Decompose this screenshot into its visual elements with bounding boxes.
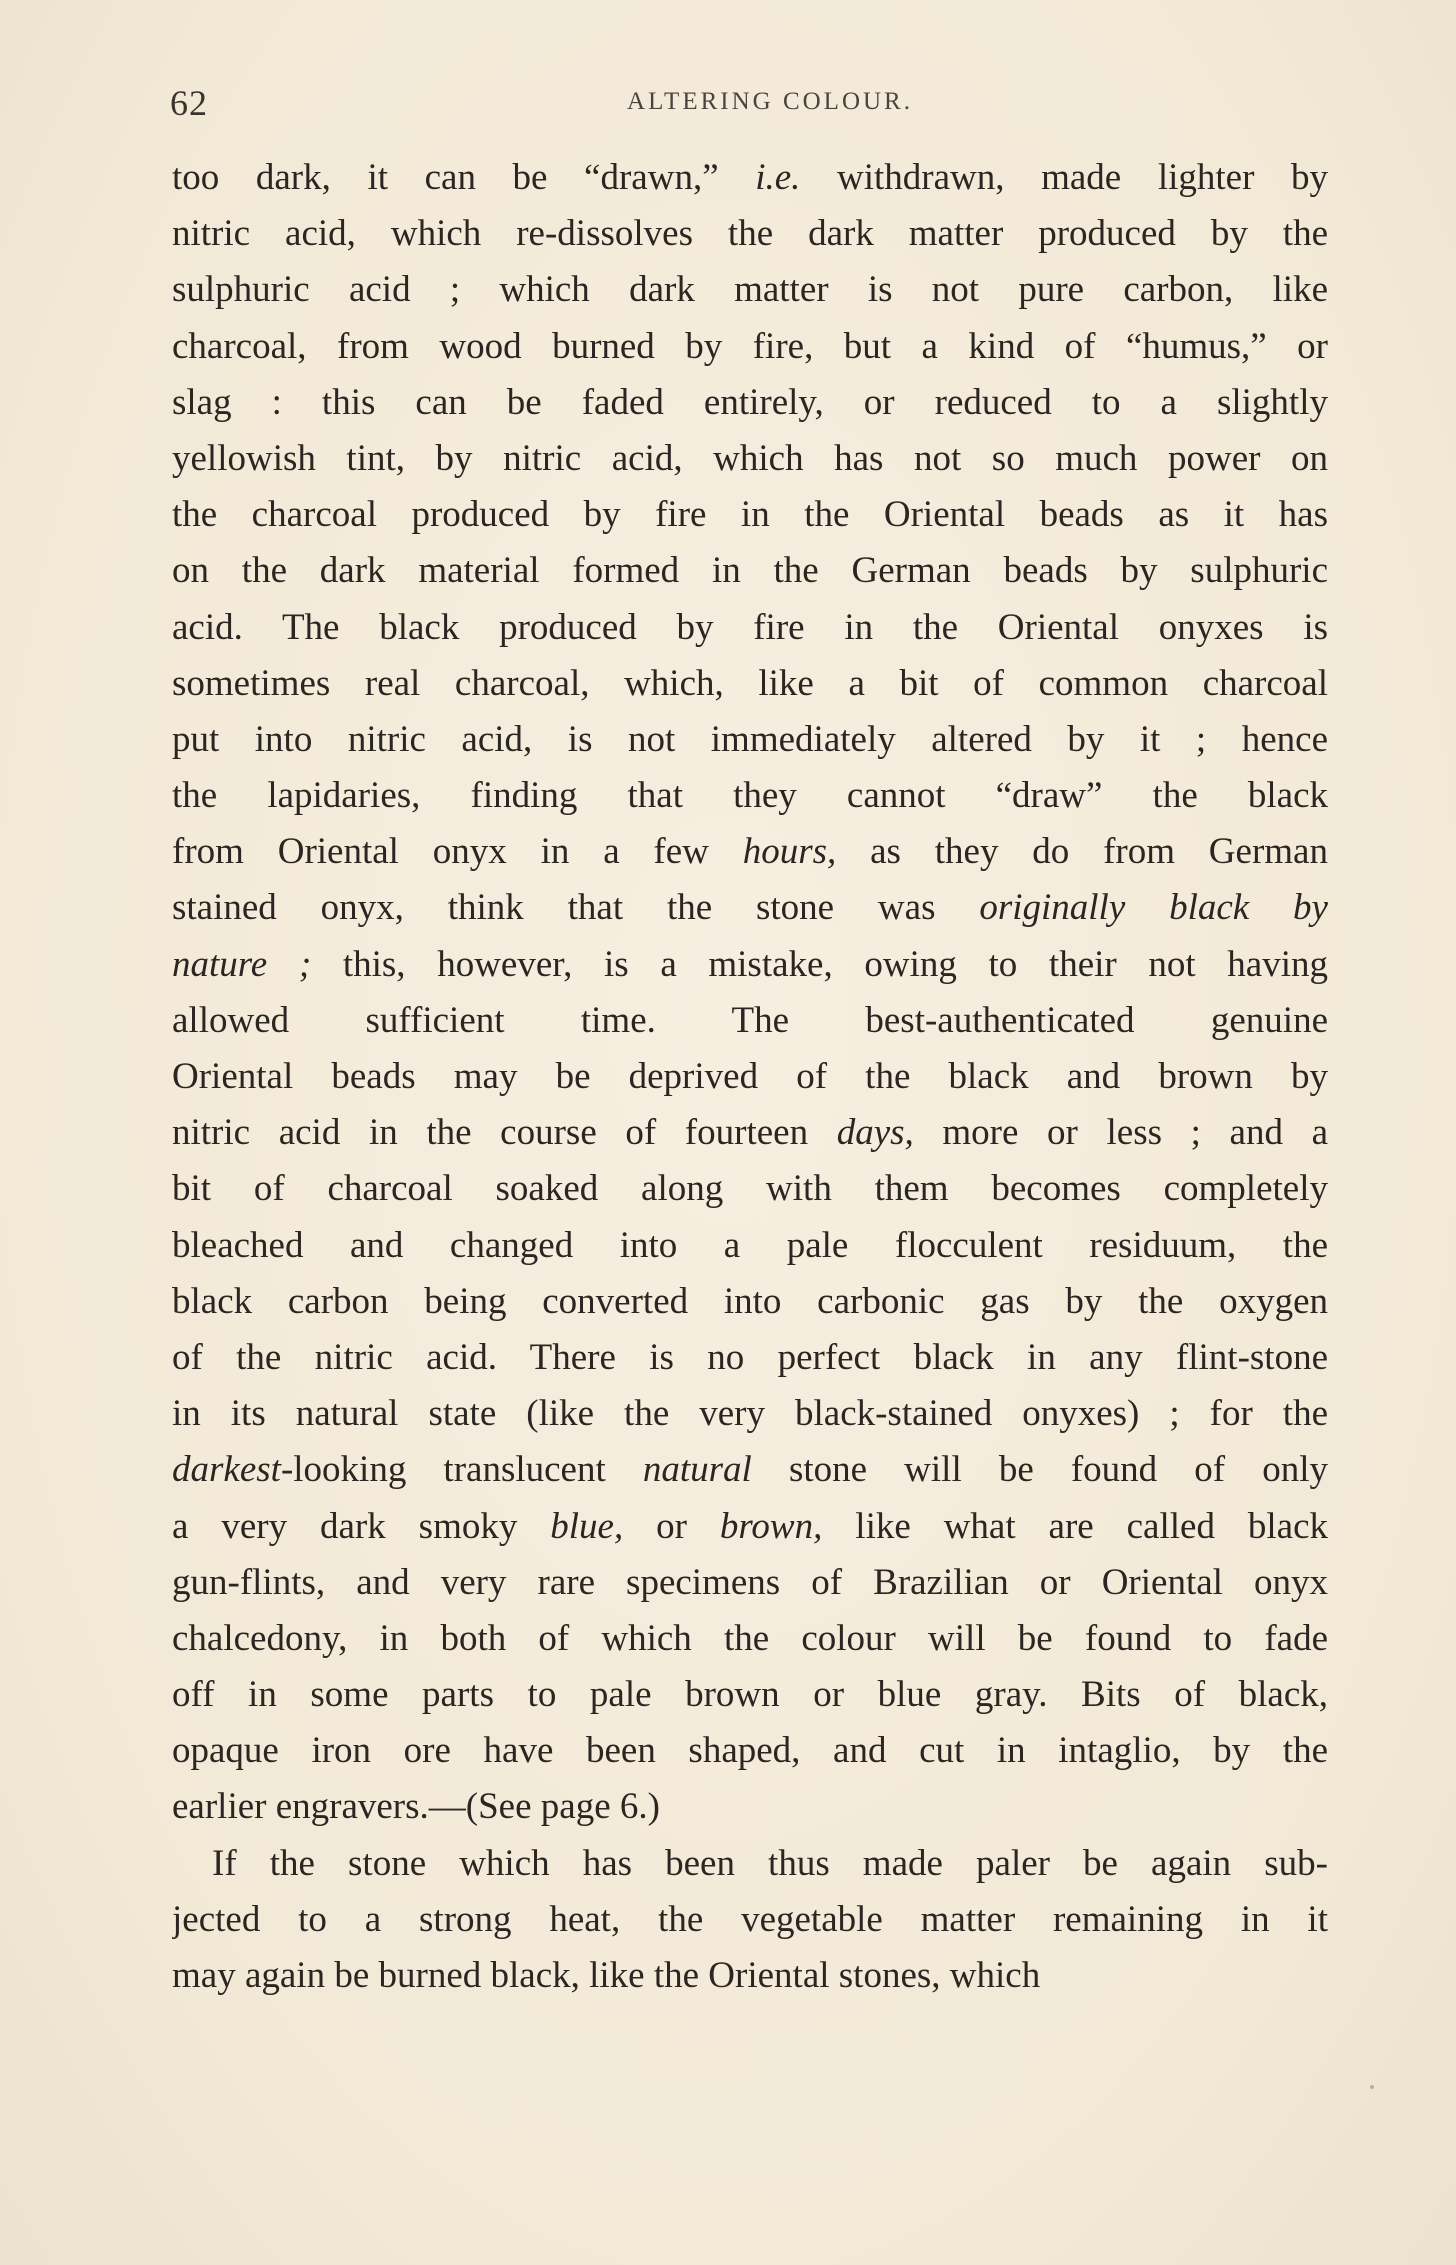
text-line <box>172 1386 1328 1442</box>
text-segment: more or less ; and a <box>913 1112 1328 1154</box>
text-line <box>172 1555 1328 1611</box>
text-segment: nitric acid, which re-dissolves the dark matter produced by the <box>172 213 1328 255</box>
body-text <box>172 150 1328 2004</box>
text-line <box>172 1442 1328 1498</box>
text-segment: If the stone which has been thus made paler be again sub- <box>212 1842 1328 1884</box>
text-segment: jected to a strong heat, the vegetable matter remaining in it <box>172 1898 1328 1940</box>
text-segment: on the dark material formed in the German beads by sulphuric <box>172 550 1328 592</box>
text-segment: a very dark smoky <box>172 1505 551 1547</box>
text-segment: opaque iron ore have been shaped, and cut in intaglio, by the <box>172 1730 1328 1772</box>
text-line <box>172 1218 1328 1274</box>
text-segment: the lapidaries, finding that they cannot “draw” the black <box>172 775 1328 817</box>
text-line <box>172 824 1328 880</box>
page-header <box>170 82 1330 122</box>
text-line <box>172 431 1328 487</box>
text-segment: or <box>623 1505 720 1547</box>
text-segment: stained onyx, think that the stone was <box>172 887 980 929</box>
text-line <box>172 1330 1328 1386</box>
text-segment: put into nitric acid, is not immediately altered by it ; hence <box>172 718 1328 760</box>
text-line <box>172 487 1328 543</box>
text-line <box>172 993 1328 1049</box>
text-segment: bleached and changed into a pale flocculent residuum, the <box>172 1224 1328 1266</box>
text-line <box>172 206 1328 262</box>
text-segment: sometimes real charcoal, which, like a bit of common charcoal <box>172 662 1328 704</box>
text-segment: the charcoal produced by fire in the Oriental beads as it has <box>172 494 1328 536</box>
italic-text-segment: blue, <box>550 1505 624 1547</box>
text-segment: charcoal, from wood burned by fire, but a kind of “humus,” or <box>172 325 1328 367</box>
text-line <box>172 150 1328 206</box>
text-segment: withdrawn, made lighter by <box>800 157 1328 198</box>
text-segment: of the nitric acid. There is no perfect black in any flint-stone <box>172 1336 1328 1378</box>
text-segment: stone will be found of only <box>751 1449 1328 1491</box>
text-segment: gun-flints, and very rare specimens of Brazilian or Oriental onyx <box>172 1561 1328 1603</box>
running-head: ALTERING COLOUR. <box>627 88 913 115</box>
text-segment: from Oriental onyx in a few <box>172 831 743 873</box>
text-line <box>172 1948 1328 2004</box>
text-line <box>172 656 1328 712</box>
text-line <box>172 1667 1328 1723</box>
text-line <box>172 1723 1328 1779</box>
text-segment: allowed sufficient time. The best-authenticated genuine <box>172 999 1328 1041</box>
text-line <box>172 1274 1328 1330</box>
text-line <box>172 712 1328 768</box>
text-segment: black carbon being converted into carbonic gas by the oxygen <box>172 1280 1328 1322</box>
text-line <box>172 1892 1328 1948</box>
text-segment: yellowish tint, by nitric acid, which has not so much power on <box>172 437 1328 479</box>
text-line <box>172 375 1328 431</box>
text-line <box>172 1611 1328 1667</box>
italic-text-segment: natural <box>642 1449 752 1491</box>
text-segment: acid. The black produced by fire in the Oriental onyxes is <box>172 606 1328 648</box>
text-line <box>172 937 1328 993</box>
text-segment: this, however, is a mistake, owing to their not having <box>311 943 1328 985</box>
text-line <box>172 1499 1328 1555</box>
text-line <box>172 1105 1328 1161</box>
text-line <box>172 1161 1328 1217</box>
text-line <box>172 880 1328 936</box>
text-segment: bit of charcoal soaked along with them becomes completely <box>172 1168 1328 1210</box>
text-segment: in its natural state (like the very black-stained onyxes) ; for the <box>172 1393 1328 1435</box>
text-segment: -looking translucent <box>280 1449 643 1491</box>
paper-speck <box>1370 2085 1374 2089</box>
italic-text-segment: originally black by <box>979 887 1328 929</box>
text-segment: as they do from German <box>836 831 1328 873</box>
text-segment: like what are called black <box>822 1505 1328 1547</box>
italic-text-segment: days, <box>836 1112 914 1154</box>
text-line <box>172 1049 1328 1105</box>
italic-text-segment: nature ; <box>172 943 312 985</box>
text-segment: too dark, it can be “drawn,” <box>172 157 756 198</box>
text-line <box>172 600 1328 656</box>
text-line <box>172 1779 1328 1835</box>
text-line <box>172 262 1328 318</box>
text-line <box>172 543 1328 599</box>
text-segment: nitric acid in the course of fourteen <box>172 1112 837 1154</box>
text-segment: slag : this can be faded entirely, or reduced to a slightly <box>172 381 1328 423</box>
text-segment: may again be burned black, like the Oriental stones, which <box>172 1955 1041 1996</box>
text-segment: earlier engravers.—(See page 6.) <box>172 1786 660 1828</box>
italic-text-segment: hours, <box>742 831 837 873</box>
text-segment: sulphuric acid ; which dark matter is not pure carbon, like <box>172 269 1328 311</box>
text-line <box>172 319 1328 375</box>
page-number: 62 <box>170 83 208 123</box>
text-segment: Oriental beads may be deprived of the black and brown by <box>172 1056 1328 1097</box>
text-segment: chalcedony, in both of which the colour will be found to fade <box>172 1617 1328 1659</box>
text-segment: off in some parts to pale brown or blue gray. Bits of black, <box>172 1674 1328 1716</box>
italic-text-segment: brown, <box>719 1505 823 1547</box>
text-line <box>172 768 1328 824</box>
italic-text-segment: i.e. <box>755 157 801 198</box>
text-line <box>172 1836 1328 1892</box>
italic-text-segment: darkest <box>172 1449 281 1491</box>
